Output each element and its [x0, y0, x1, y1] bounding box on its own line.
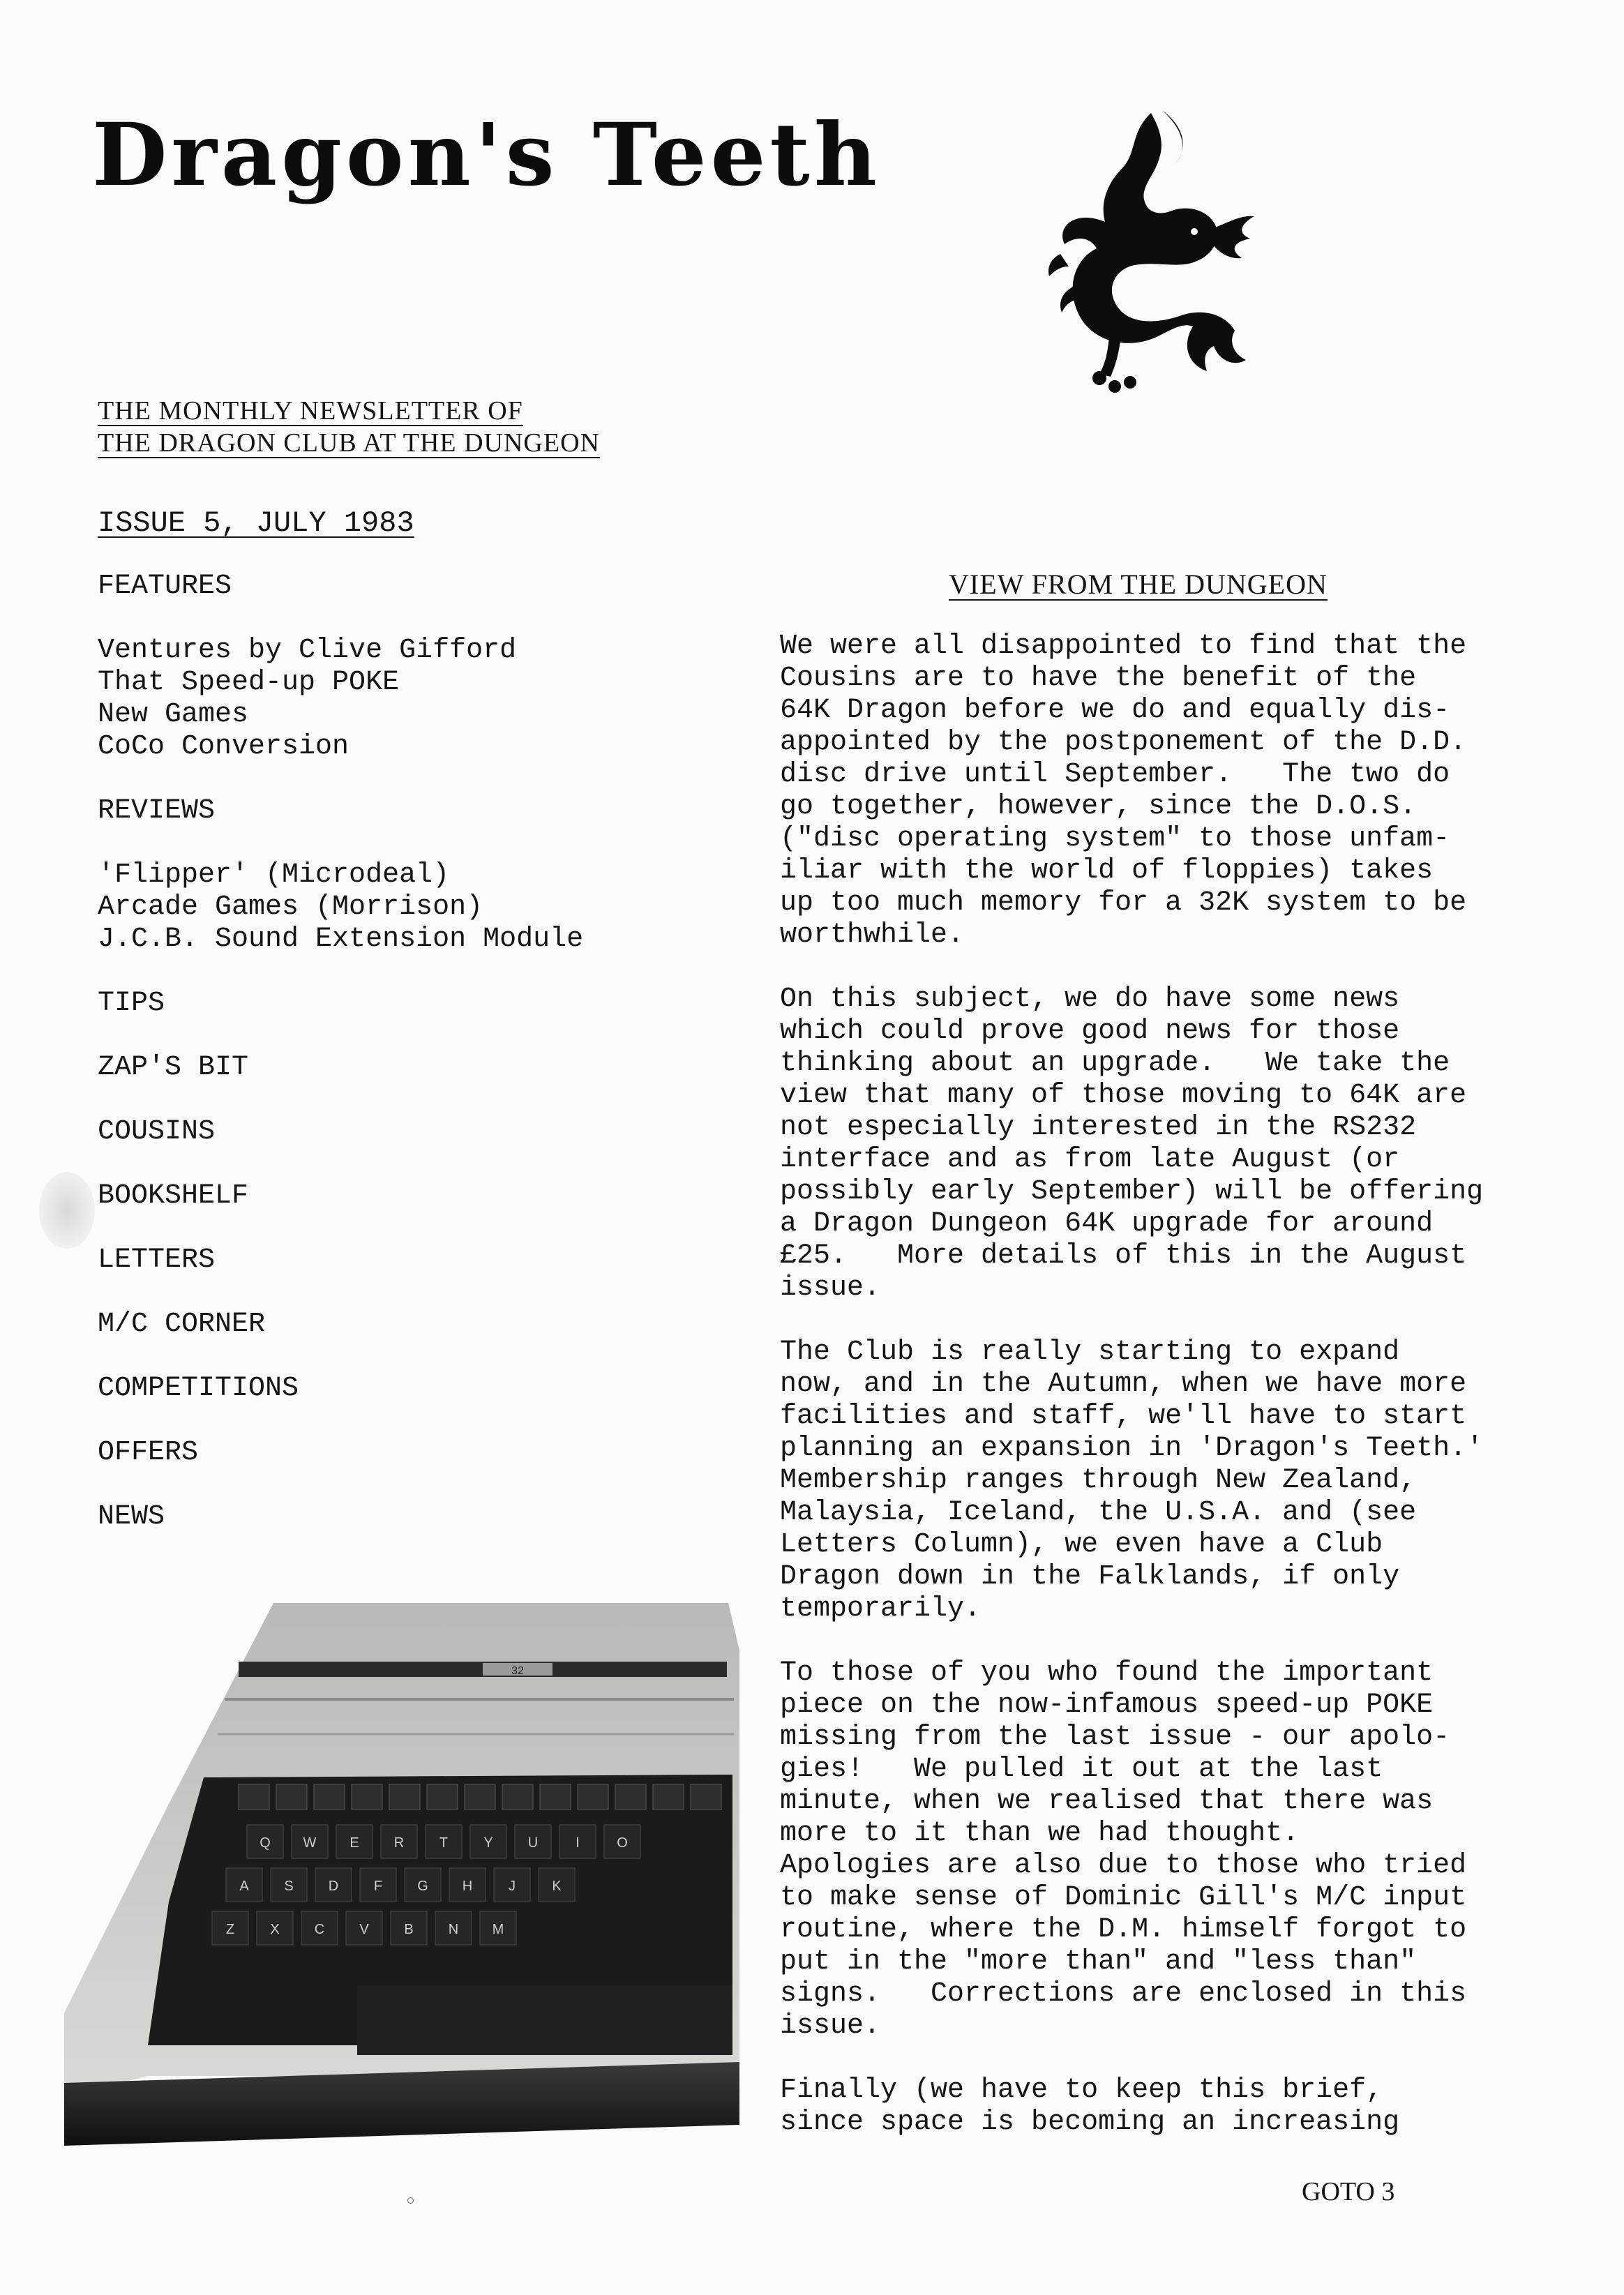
key-label: M [492, 1922, 504, 1937]
key-label: S [284, 1879, 294, 1894]
article-line: issue. [780, 1272, 881, 1304]
key-cap [465, 1784, 495, 1809]
article-line: worthwhile. [780, 919, 965, 951]
article-line: disc drive until September. The two do [780, 759, 1450, 790]
article-line: We were all disappointed to find that the [780, 631, 1467, 662]
article-line: thinking about an upgrade. We take the [780, 1048, 1450, 1079]
article-line: minute, when we realised that there was [780, 1786, 1434, 1817]
feature-item: New Games [98, 699, 249, 730]
article-line: planning an expansion in 'Dragon's Teeth.' [780, 1433, 1484, 1464]
article-line: signs. Corrections are enclosed in this [780, 1978, 1467, 2010]
article-line: £25. More details of this in the August [780, 1240, 1467, 1272]
goto-page-label: GOTO 3 [1302, 2177, 1395, 2206]
section-competitions: COMPETITIONS [98, 1373, 299, 1404]
article-line: missing from the last issue - our apolo- [780, 1722, 1450, 1753]
feature-item: Ventures by Clive Gifford [98, 635, 517, 666]
feature-item: CoCo Conversion [98, 731, 349, 762]
model-badge: 32 [511, 1665, 524, 1677]
key-label: H [462, 1879, 473, 1894]
article-line: On this subject, we do have some news [780, 984, 1400, 1015]
article-paragraph [780, 984, 1582, 1304]
article-line: Apologies are also due to those who tried [780, 1850, 1467, 1881]
article-line: to make sense of Dominic Gill's M/C input [780, 1882, 1467, 1913]
article-title: VIEW FROM THE DUNGEON [949, 569, 1328, 600]
article-paragraph [780, 631, 1582, 951]
article-paragraph [780, 2075, 1582, 2139]
article-body [780, 631, 1582, 2171]
key-label: F [373, 1879, 383, 1894]
key-label: Z [225, 1922, 235, 1937]
article-line: Membership ranges through New Zealand, [780, 1465, 1417, 1496]
key-label: U [527, 1835, 539, 1851]
article-line: iliar with the world of floppies) takes [780, 855, 1434, 887]
subtitle-line-2: THE DRAGON CLUB AT THE DUNGEON [98, 428, 600, 458]
dragon-computer-photo [64, 1595, 742, 2153]
article-line: ("disc operating system" to those unfam- [780, 823, 1450, 855]
section-bookshelf: BOOKSHELF [98, 1180, 249, 1212]
article-line: Finally (we have to keep this brief, [780, 2075, 1383, 2106]
section-letters: LETTERS [98, 1244, 216, 1276]
article-line: piece on the now-infamous speed-up POKE [780, 1690, 1434, 1721]
article-line: put in the "more than" and "less than" [780, 1946, 1417, 1978]
article-line: not especially interested in the RS232 [780, 1112, 1417, 1143]
article-line: routine, where the D.M. himself forgot to [780, 1914, 1467, 1946]
article-line: possibly early September) will be offering [780, 1176, 1484, 1207]
section-news: NEWS [98, 1501, 165, 1533]
article-line: more to it than we had thought. [780, 1818, 1300, 1849]
key-label: N [448, 1922, 459, 1937]
section-tips: TIPS [98, 988, 165, 1019]
article-line: 64K Dragon before we do and equally dis- [780, 695, 1450, 726]
article-line: up too much memory for a 32K system to be [780, 887, 1467, 919]
article-line: Malaysia, Iceland, the U.S.A. and (see [780, 1497, 1417, 1528]
paper-speck [407, 2197, 414, 2204]
article-line: now, and in the Autumn, when we have more [780, 1369, 1467, 1400]
key-cap [653, 1784, 684, 1809]
reviews-heading: REVIEWS [98, 795, 216, 827]
key-label: W [303, 1835, 317, 1851]
section-zaps-bit: ZAP'S BIT [98, 1052, 249, 1083]
key-cap [502, 1784, 533, 1809]
article-line: interface and as from late August (or [780, 1144, 1400, 1175]
key-cap [691, 1784, 721, 1809]
key-label: E [349, 1835, 359, 1851]
review-item: 'Flipper' (Microdeal) [98, 859, 450, 891]
article-line: view that many of those moving to 64K are [780, 1080, 1467, 1111]
key-cap [389, 1784, 420, 1809]
article-line: Dragon down in the Falklands, if only [780, 1561, 1400, 1593]
key-label: A [239, 1879, 249, 1894]
key-label: X [270, 1922, 280, 1937]
section-mc-corner: M/C CORNER [98, 1309, 266, 1340]
key-cap [427, 1784, 458, 1809]
article-line: temporarily. [780, 1593, 982, 1625]
key-label: T [439, 1835, 449, 1851]
article-paragraph [780, 1657, 1582, 2042]
article-line: The Club is really starting to expand [780, 1337, 1400, 1368]
key-label: C [314, 1922, 325, 1937]
article-paragraph [780, 1337, 1582, 1625]
article-line: Cousins are to have the benefit of the [780, 663, 1417, 694]
key-cap [239, 1784, 269, 1809]
article-line: go together, however, since the D.O.S. [780, 791, 1417, 822]
key-label: I [576, 1835, 580, 1851]
key-label: B [404, 1922, 414, 1937]
article-line: issue. [780, 2010, 881, 2042]
review-item: Arcade Games (Morrison) [98, 891, 483, 923]
key-label: J [509, 1879, 516, 1894]
article-line: a Dragon Dungeon 64K upgrade for around [780, 1208, 1434, 1240]
section-cousins: COUSINS [98, 1116, 216, 1148]
article-line: To those of you who found the important [780, 1657, 1434, 1689]
key-label: V [359, 1922, 369, 1937]
key-cap [352, 1784, 382, 1809]
features-heading: FEATURES [98, 571, 232, 602]
issue-label: ISSUE 5, JULY 1983 [98, 506, 414, 540]
review-item: J.C.B. Sound Extension Module [98, 924, 584, 955]
article-line: gies! We pulled it out at the last [780, 1754, 1383, 1785]
subtitle-line-1: THE MONTHLY NEWSLETTER OF [98, 396, 523, 426]
contents-list [98, 571, 712, 1565]
key-cap [540, 1784, 571, 1809]
key-label: D [328, 1879, 339, 1894]
masthead-title: Dragon's Teeth [92, 105, 881, 206]
key-cap [615, 1784, 646, 1809]
key-cap [314, 1784, 345, 1809]
paper-stain [39, 1172, 95, 1249]
key-label: Q [260, 1835, 271, 1851]
key-label: K [552, 1879, 562, 1894]
key-label: G [417, 1879, 428, 1894]
article-line: Letters Column), we even have a Club [780, 1529, 1383, 1560]
article-line: appointed by the postponement of the D.D. [780, 727, 1467, 758]
key-label: O [617, 1835, 628, 1851]
article-line: which could prove good news for those [780, 1016, 1400, 1047]
article-line: since space is becoming an increasing [780, 2107, 1400, 2138]
key-label: Y [483, 1835, 493, 1851]
space-bar [357, 1985, 732, 2055]
dragon-logo-icon [1032, 105, 1256, 398]
key-cap [276, 1784, 307, 1809]
article-line: facilities and staff, we'll have to start [780, 1401, 1467, 1432]
feature-item: That Speed-up POKE [98, 667, 400, 698]
key-cap [578, 1784, 608, 1809]
section-offers: OFFERS [98, 1437, 199, 1468]
key-label: R [393, 1835, 405, 1851]
